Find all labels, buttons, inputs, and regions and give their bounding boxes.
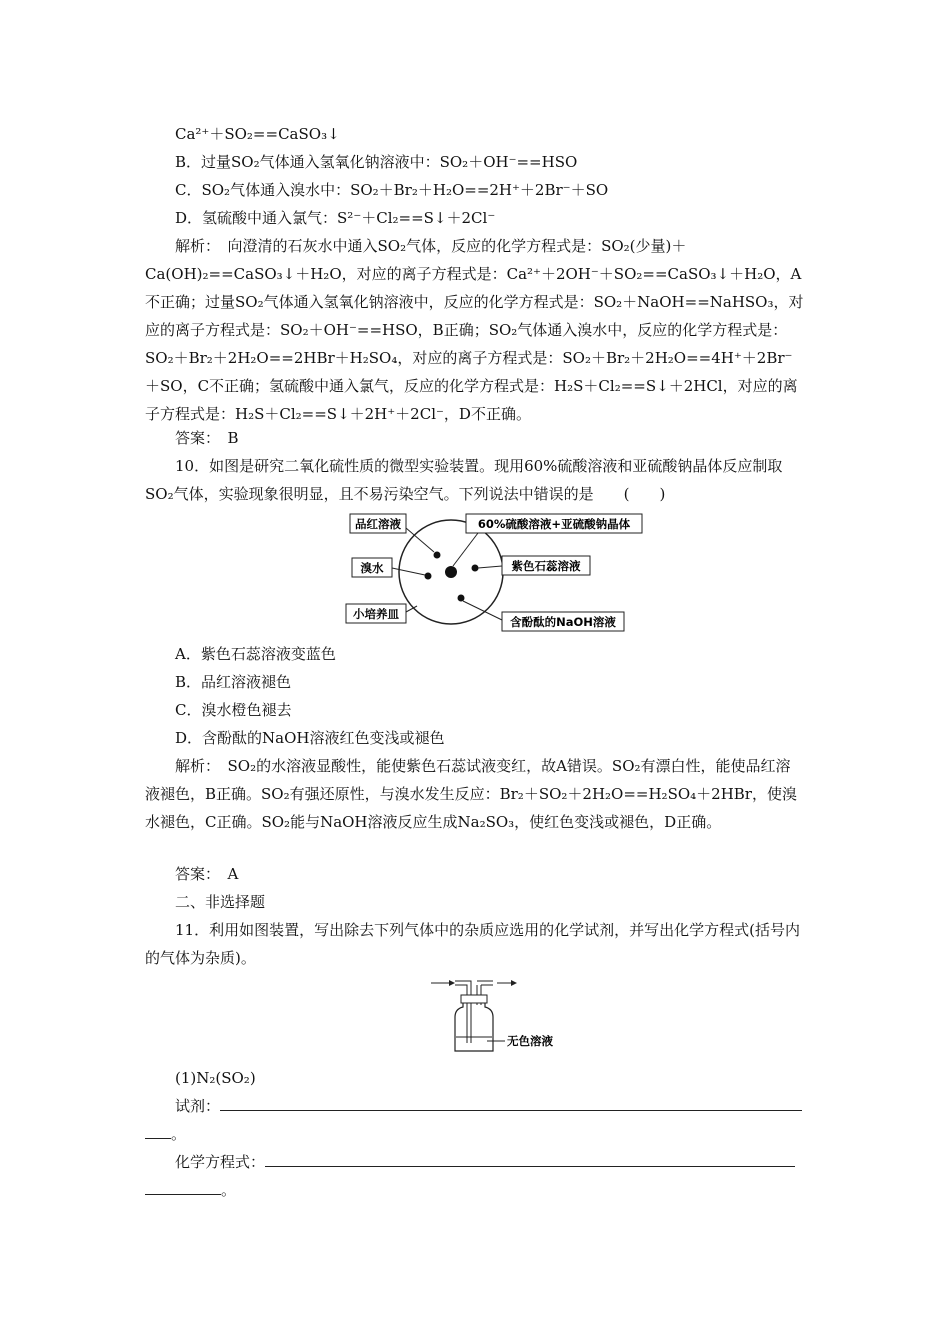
q10-stem-text: 10．如图是研究二氧化硫性质的微型实验装置。现用60%硫酸溶液和亚硫酸钠晶体反应制取SO₂气体，实验现象很明显，且不易污染空气。下列说法中错误的是 ( )	[145, 457, 783, 503]
q10-answer: 答案： A	[175, 865, 239, 883]
q9-option-b: B．过量SO₂气体通入氢氧化钠溶液中：SO₂＋OH⁻==HSO	[175, 153, 578, 171]
q11-sub1: (1)N₂(SO₂)	[175, 1069, 256, 1087]
q9-option-c: C．SO₂气体通入溴水中：SO₂＋Br₂＋H₂O==2H⁺＋2Br⁻＋SO	[175, 181, 609, 199]
label-colorless-solution: 无色溶液	[507, 1034, 553, 1048]
q10-apparatus-figure	[330, 510, 650, 634]
q10-analysis-text: 解析： SO₂的水溶液显酸性，能使紫色石蕊试液变红，故A错误。SO₂有漂白性，能使品红溶液褪色，B正确。SO₂有强还原性，与溴水发生反应：Br₂＋SO₂＋2H₂O==H₂SO₄＋2HBr，使溴水褪色，C正确。SO₂能与NaOH溶液反应生成Na₂SO₃，使红色变浅或褪色，D正确。	[145, 757, 797, 831]
leader-bromine	[392, 568, 425, 575]
q10-option-b: B．品红溶液褪色	[175, 673, 292, 691]
q11-stem	[145, 916, 805, 972]
q11-equation-line	[175, 1152, 795, 1172]
label-litmus: 紫色石蕊溶液	[511, 559, 581, 573]
label-pinhong: 品红溶液	[355, 517, 401, 531]
reagent-label: 试剂：	[175, 1097, 221, 1115]
label-dish: 小培养皿	[353, 607, 399, 621]
q11-gas-washing-bottle-figure	[425, 975, 565, 1055]
q11-stem-text: 11．利用如图装置，写出除去下列气体中的杂质应选用的化学试剂，并写出化学方程式(括号内的气体为杂质)。	[145, 921, 800, 967]
section-heading-nonchoice: 二、非选择题	[175, 893, 266, 911]
center-well	[445, 566, 457, 578]
reagent-end-mark: 。	[171, 1125, 187, 1143]
inlet-tube	[455, 981, 471, 1043]
leader-litmus	[478, 566, 502, 568]
leader-naoh	[463, 601, 502, 620]
q10-option-c: C．溴水橙色褪去	[175, 701, 292, 719]
leader-acid	[453, 533, 478, 566]
outlet-arrowhead-icon	[511, 980, 517, 986]
q9-option-d: D．氢硫酸中通入氯气：S²⁻＋Cl₂==S↓＋2Cl⁻	[175, 209, 496, 227]
reagent-blank-continued[interactable]	[145, 1124, 171, 1139]
label-acid: 60%硫酸溶液+亚硫酸钠晶体	[477, 517, 631, 531]
q9-analysis	[145, 232, 805, 428]
bottle-body	[455, 1003, 493, 1051]
equation-label: 化学方程式：	[175, 1153, 266, 1171]
equation-blank[interactable]	[265, 1152, 795, 1167]
q10-analysis	[145, 752, 805, 836]
reagent-blank[interactable]	[220, 1096, 802, 1111]
q9-analysis-text: 解析： 向澄清的石灰水中通入SO₂气体，反应的化学方程式是：SO₂(少量)＋Ca(OH)₂==CaSO₃↓＋H₂O，对应的离子方程式是：Ca²⁺＋2OH⁻＋SO₂==CaSO₃↓＋H₂O，A不正确；过量SO₂气体通入氢氧化钠溶液中，反应的化学方程式是：SO₂＋NaOH==NaHSO₃，对应的离子方程式是：SO₂＋OH⁻==HSO，B正确；SO₂气体通入溴水中，反应的化学方程式是：SO₂＋Br₂＋2H₂O==2HBr＋H₂SO₄，对应的离子方程式是：SO₂＋Br₂＋2H₂O==4H⁺＋2Br⁻＋SO，C不正确；氢硫酸中通入氯气，反应的化学方程式是：H₂S＋Cl₂==S↓＋2HCl，对应的离子方程式是：H₂S＋Cl₂==S↓＋2H⁺＋2Cl⁻，D不正确。	[145, 237, 804, 423]
label-naoh: 含酚酞的NaOH溶液	[510, 615, 616, 629]
q9-answer: 答案： B	[175, 429, 239, 447]
q11-equation-line-2	[145, 1180, 236, 1200]
q11-reagent-line	[175, 1096, 802, 1116]
bottle-stopper	[461, 995, 487, 1003]
q11-reagent-line-2	[145, 1124, 186, 1144]
well-pinhong	[434, 552, 441, 559]
label-bromine: 溴水	[360, 561, 384, 575]
q10-option-d: D．含酚酞的NaOH溶液红色变浅或褪色	[175, 729, 445, 747]
q10-stem	[145, 452, 805, 508]
equation-blank-continued[interactable]	[145, 1180, 221, 1195]
q9-option-a-continued: Ca²⁺＋SO₂==CaSO₃↓	[175, 125, 340, 143]
well-litmus	[472, 565, 479, 572]
equation-end-mark: 。	[221, 1181, 237, 1199]
q10-option-a: A．紫色石蕊溶液变蓝色	[175, 645, 336, 663]
well-naoh	[458, 595, 465, 602]
well-bromine	[425, 573, 432, 580]
inlet-arrowhead-icon	[449, 980, 455, 986]
